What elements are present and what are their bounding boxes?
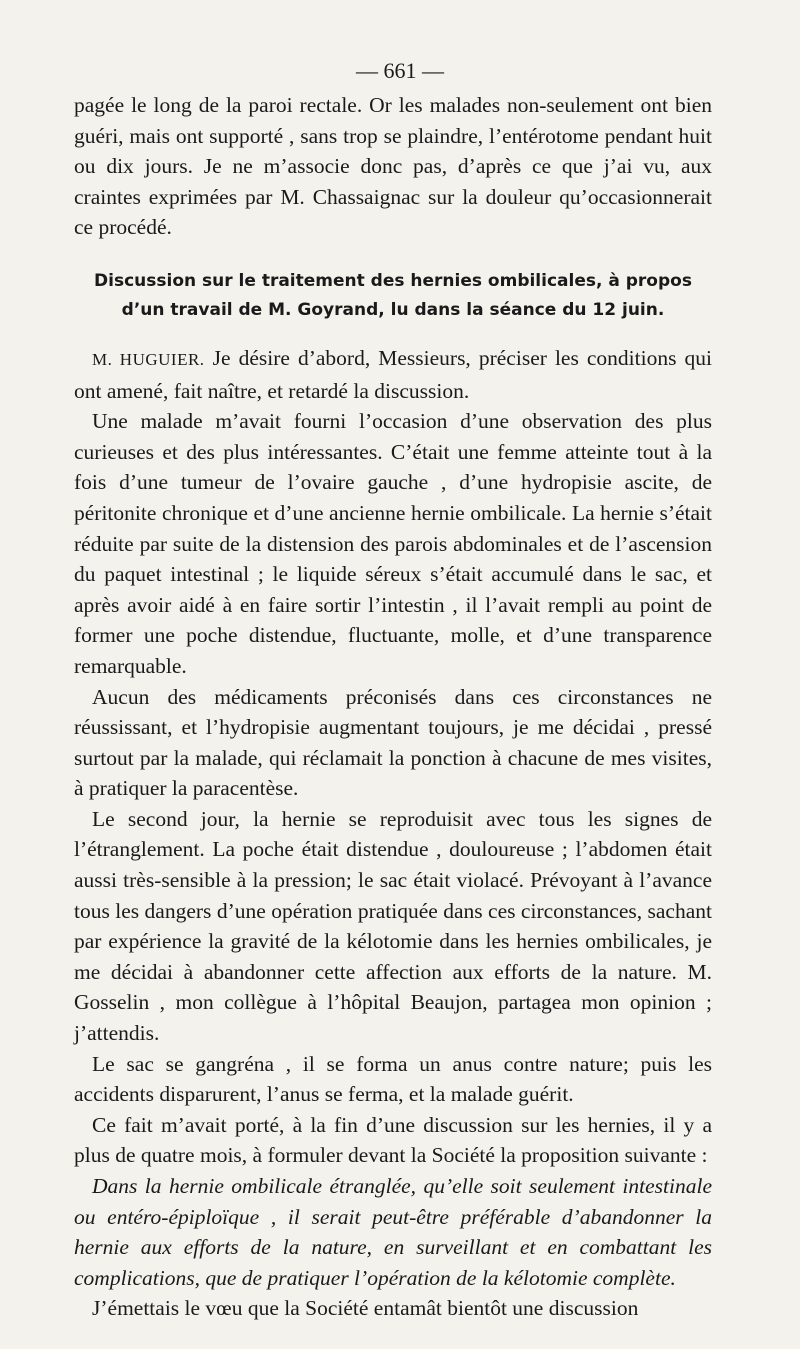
paragraph-proposition-intro: Ce fait m’avait porté, à la fin d’une discussion sur les hernies, il y a plus de quatre mois, à formuler devant la Société la proposition suivante : — [74, 1112, 712, 1168]
paragraph-case-description: Une malade m’avait fourni l’occasion d’une observation des plus curieuses et des plus intéressantes. C’était une femme atteinte tout à la fois d’une tumeur de l’ovaire gauche , d’une hydropisie ascite, de péritonite chronique et d’une ancienne hernie ombilicale. La hernie s’était réduite par suite de la distension des parois abdominales et de l’ascension du paquet intestinal ; le liquide séreux s’était accumulé dans le sac, et après avoir aidé à en faire sortir l’intestin , il l’avait rempli au point de former une poche distendue, fluctuante, molle, et d’une transparence remarquable. — [74, 409, 712, 678]
paragraph-closing: J’émettais le vœu que la Société entamât bientôt une discussion — [92, 1296, 639, 1321]
paragraph-proposition: Dans la hernie ombilicale étranglée, qu’elle soit seulement intestinale ou entéro-épiploïque , il serait peut-être préférable d’abandonner la hernie aux efforts de la nature, en surveillant et en combattant les complications, que de pratiquer l’opération de la kélotomie complète. — [74, 1174, 712, 1290]
paragraph-speaker-intro — [74, 343, 712, 406]
page-number: — 661 — — [356, 58, 444, 83]
speaker-text: Je désire d’abord, Messieurs, préciser les conditions qui ont amené, fait naître, et retardé la discussion. — [74, 345, 712, 403]
paragraph-continuation: pagée le long de la paroi rectale. Or les malades non-seulement ont bien guéri, mais ont supporté , sans trop se plaindre, l’entérotome pendant huit ou dix jours. Je ne m’associe donc pas, d’après ce que j’ai vu, aux craintes exprimées par M. Chassaignac sur la douleur qu’occasionnerait ce procédé. — [74, 93, 712, 240]
speaker-name: M. HUGUIER. — [92, 349, 205, 369]
paragraph-treatment: Aucun des médicaments préconisés dans ces circonstances ne réussissant, et l’hydropisie augmentant toujours, je me décidai , pressé surtout par la malade, qui réclamait la ponction à chacune de mes visites, à pratiquer la paracentèse. — [74, 684, 712, 801]
paragraph-outcome: Le sac se gangréna , il se forma un anus contre nature; puis les accidents disparurent, l’anus se ferma, et la malade guérit. — [74, 1051, 712, 1107]
section-heading: Discussion sur le traitement des hernies ombilicales, à propos d’un travail de M. Goyrand, lu dans la séance du 12 juin. — [94, 270, 692, 320]
paragraph-strangulation: Le second jour, la hernie se reproduisit avec tous les signes de l’étranglement. La poche était distendue , douloureuse ; l’abdomen était aussi très-sensible à la pression; le sac était violacé. Prévoyant à l’avance tous les dangers d’une opération pratiquée dans ces circonstances, sachant par expérience la gravité de la kélotomie dans les hernies ombilicales, je me décidai à abandonner cette affection aux efforts de la nature. M. Gosselin , mon collègue à l’hôpital Beaujon, partagea mon opinion ; j’attendis. — [74, 806, 712, 1046]
body-text — [74, 90, 712, 1324]
